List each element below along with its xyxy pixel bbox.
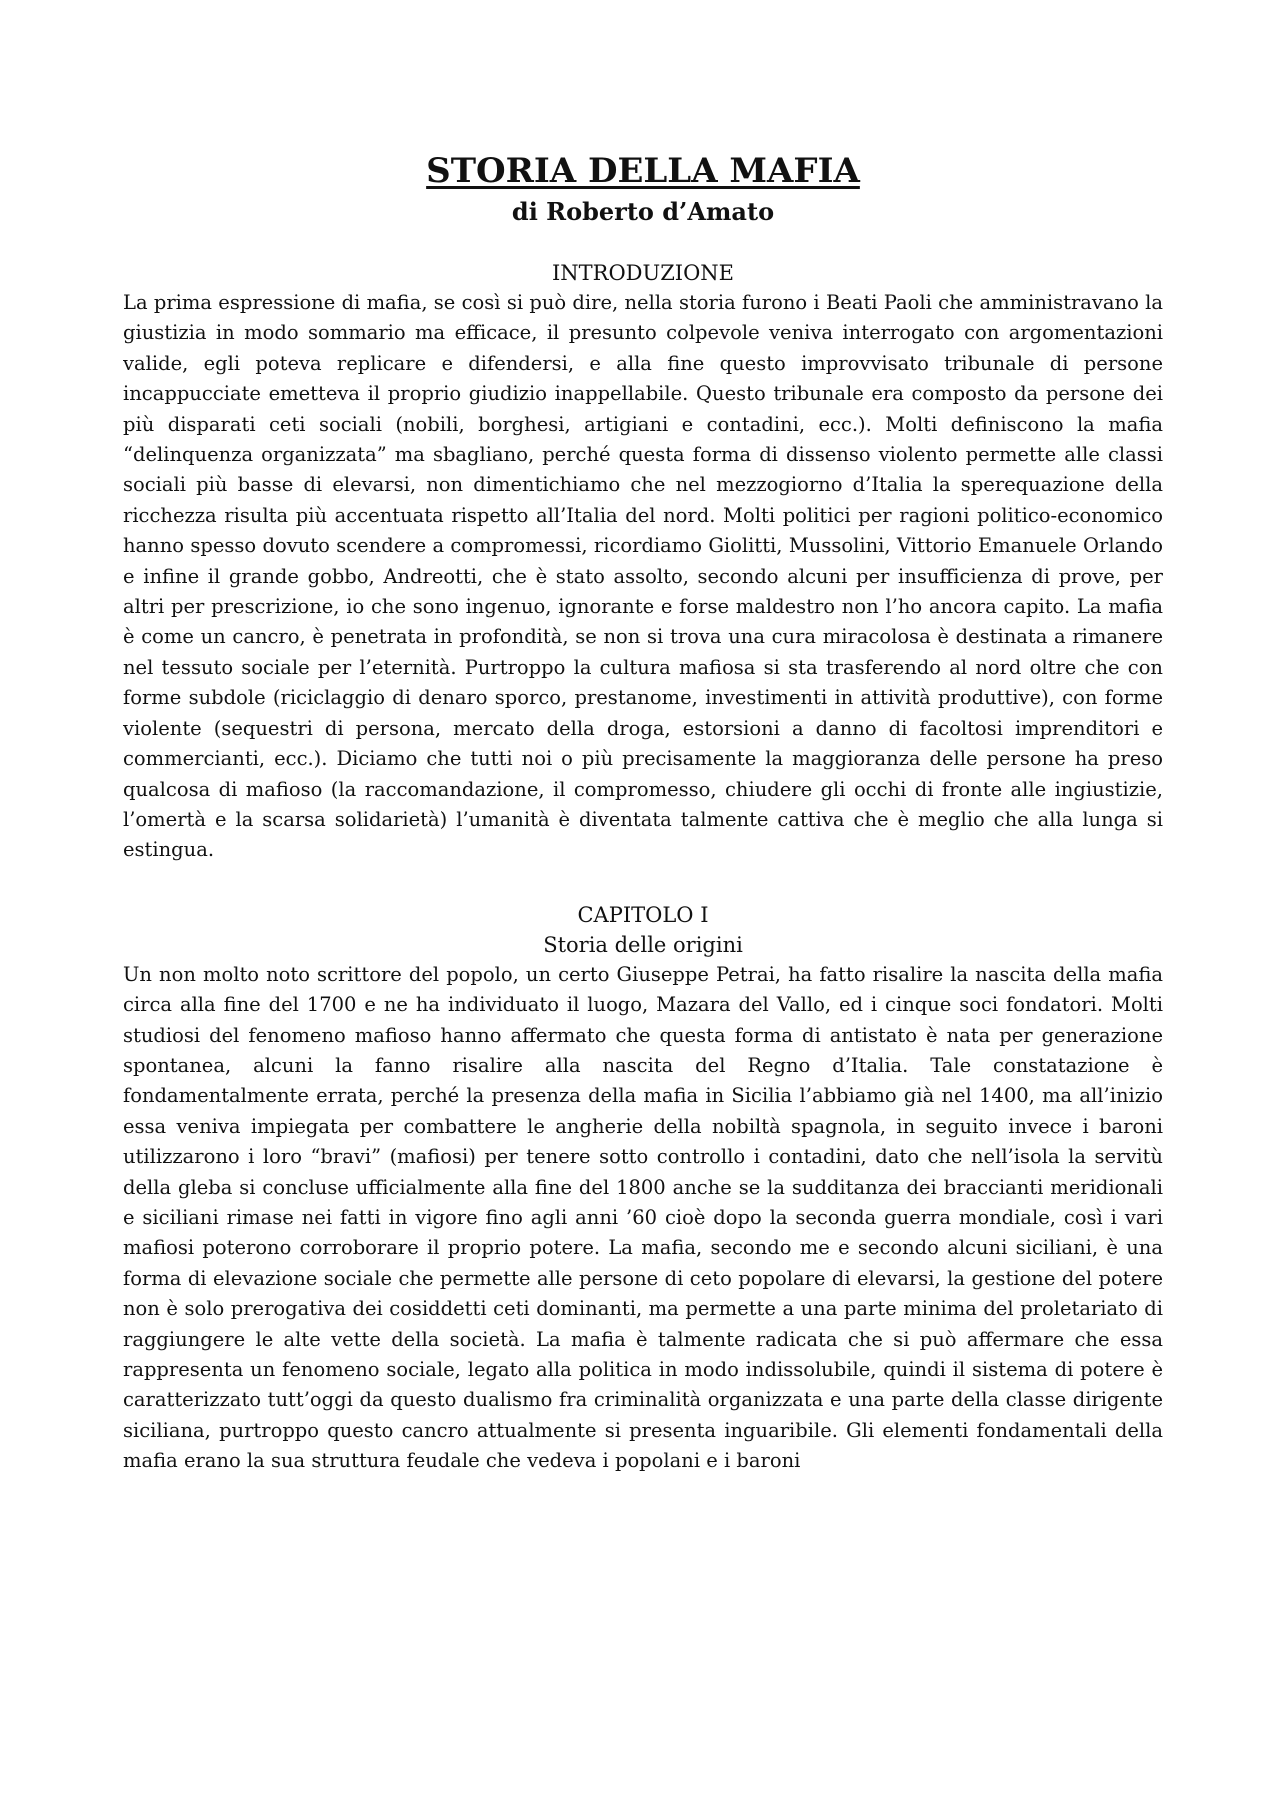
chapter-1-section: [123, 900, 1163, 1477]
chapter-1-subtitle: Storia delle origini: [543, 932, 743, 957]
chapter-1-heading: CAPITOLO I: [577, 902, 709, 927]
chapter-1-paragraph: Un non molto noto scrittore del popolo, un certo Giuseppe Petrai, ha fatto risalire la nascita della mafia circa alla fine del 1700 e ne ha individuato il luogo, Mazara del Vallo, ed i cinque soci fondatori. Molti studiosi del fenomeno mafioso hanno affermato che questa forma di antistato è nata per generazione spontanea, alcuni la fanno risalire alla nascita del Regno d’Italia. Tale constatazione è fondamentalmente errata, perché la presenza della mafia in Sicilia l’abbiamo già nel 1400, ma all’inizio essa veniva impiegata per combattere le angherie della nobiltà spagnola, in seguito invece i baroni utilizzarono i loro “bravi” (mafiosi) per tenere sotto controllo i contadini, dato che nell’isola la servitù della gleba si concluse ufficialmente alla fine del 1800 anche se la sudditanza dei braccianti meridionali e siciliani rimase nei fatti in vigore fino agli anni ’60 cioè dopo la seconda guerra mondiale, così i vari mafiosi poterono corroborare il proprio potere. La mafia, secondo me e secondo alcuni siciliani, è una forma di elevazione sociale che permette alle persone di ceto popolare di elevarsi, la gestione del potere non è solo prerogativa dei cosiddetti ceti dominanti, ma permette a una parte minima del proletariato di raggiungere le alte vette della società. La mafia è talmente radicata che si può affermare che essa rappresenta un fenomeno sociale, legato alla politica in modo indissolubile, quindi il sistema di potere è caratterizzato tutt’oggi da questo dualismo fra criminalità organizzata e una parte della classe dirigente siciliana, purtroppo questo cancro attualmente si presenta inguaribile. Gli elementi fondamentali della mafia erano la sua struttura feudale che vedeva i popolani e i baroni: [123, 962, 1163, 1473]
introduction-section: [123, 258, 1163, 866]
introduction-heading: INTRODUZIONE: [551, 261, 735, 285]
document-title: STORIA DELLA MAFIA: [426, 151, 860, 191]
document-page: [123, 150, 1163, 1760]
introduction-paragraph: La prima espressione di mafia, se così si può dire, nella storia furono i Beati Paoli che amministravano la giustizia in modo sommario ma efficace, il presunto colpevole veniva interrogato con argomentazioni valide, egli poteva replicare e difendersi, e alla fine questo improvvisato tribunale di persone incappucciate emetteva il proprio giudizio inappellabile. Questo tribunale era composto da persone dei più disparati ceti sociali (nobili, borghesi, artigiani e contadini, ecc.). Molti definiscono la mafia “delinquenza organizzata” ma sbagliano, perché questa forma di dissenso violento permette alle classi sociali più basse di elevarsi, non dimentichiamo che nel mezzogiorno d’Italia la sperequazione della ricchezza risulta più accentuata rispetto all’Italia del nord. Molti politici per ragioni politico-economico hanno spesso dovuto scendere a compromessi, ricordiamo Giolitti, Mussolini, Vittorio Emanuele Orlando e infine il grande gobbo, Andreotti, che è stato assolto, secondo alcuni per insufficienza di prove, per altri per prescrizione, io che sono ingenuo, ignorante e forse maldestro non l’ho ancora capito. La mafia è come un cancro, è penetrata in profondità, se non si trova una cura miracolosa è destinata a rimanere nel tessuto sociale per l’eternità. Purtroppo la cultura mafiosa si sta trasferendo al nord oltre che con forme subdole (riciclaggio di denaro sporco, prestanome, investimenti in attività produttive), con forme violente (sequestri di persona, mercato della droga, estorsioni a danno di facoltosi imprenditori e commercianti, ecc.). Diciamo che tutti noi o più precisamente la maggioranza delle persone ha preso qualcosa di mafioso (la raccomandazione, il compromesso, chiudere gli occhi di fronte alle ingiustizie, l’omertà e la scarsa solidarietà) l’umanità è diventata talmente cattiva che è meglio che alla lunga si estingua.: [123, 291, 1163, 862]
document-author: di Roberto d’Amato: [511, 197, 775, 226]
